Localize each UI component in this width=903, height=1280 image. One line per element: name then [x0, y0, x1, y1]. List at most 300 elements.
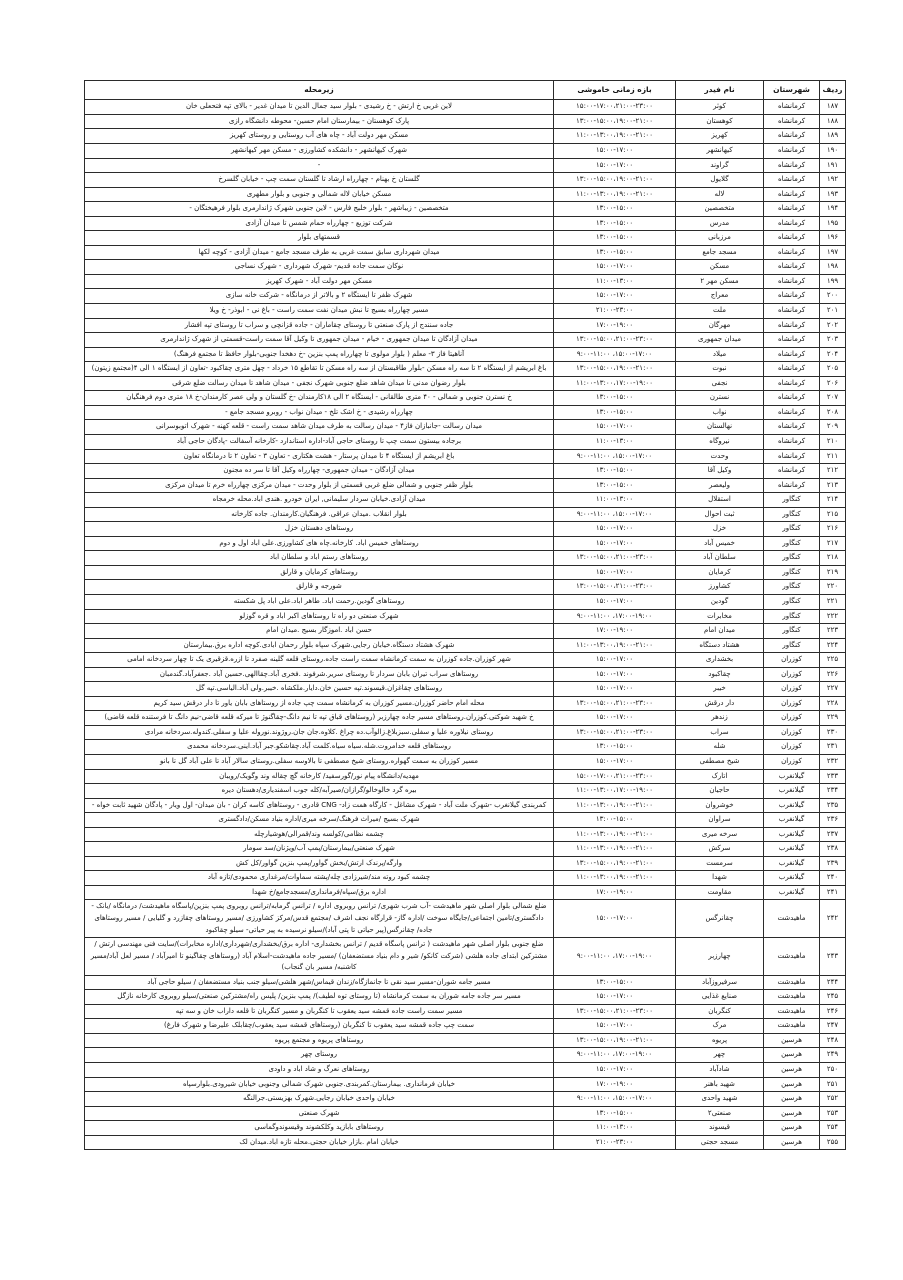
cell-n: ۲۲۸: [820, 696, 846, 711]
cell-area: خیابان فرمانداری. بیمارستان.کمربندی.جنوبی شهرک شمالی وجنوبی خیابان شیرودی.بلوارسپاه: [85, 1077, 554, 1092]
cell-area: ضلع جنوبی بلوار اصلی شهر ماهیدشت ( ترانس پاسگاه قدیم / ترانس بخشداری- اداره برق/بخشداری/شهرداری/اداره مخابرات)/سایت فنی مهندسی ارتش / مشترکین ابتدای جاده هلشی (شرکت کانکو/ شیر و دام بنیاد مستضعفان) /مسیر جاده ماهیدشت-اسلام آباد (روستاهای چقاگینو تا امیرآباد / مسیر لعل آباد/مسیر کاشنبه/ مسیر بان گنجاب): [85, 938, 554, 976]
header-sub-neighborhood: زیرمحله: [85, 81, 554, 100]
cell-feeder: نسترن: [676, 391, 764, 406]
cell-n: ۲۴۹: [820, 1048, 846, 1063]
table-row: [85, 289, 846, 304]
cell-time: ۹:۰۰-۱۱:۰۰ ،۱۵:۰۰-۱۷:۰۰: [554, 449, 676, 464]
header-row: [85, 81, 846, 100]
cell-n: ۲۱۶: [820, 522, 846, 537]
cell-n: ۲۳۰: [820, 725, 846, 740]
cell-n: ۲۳۶: [820, 813, 846, 828]
cell-time: ۱۱:۰۰-۱۳:۰۰،۱۹:۰۰-۲۱:۰۰: [554, 827, 676, 842]
cell-time: ۱۱:۰۰-۱۳:۰۰: [554, 434, 676, 449]
table-row: [85, 900, 846, 938]
cell-time: ۱۳:۰۰-۱۵:۰۰،۱۹:۰۰-۲۱:۰۰: [554, 856, 676, 871]
cell-time: ۱۱:۰۰-۱۳:۰۰،۱۷:۰۰-۱۹:۰۰: [554, 784, 676, 799]
cell-n: ۲۰۱: [820, 304, 846, 319]
table-row: [85, 391, 846, 406]
cell-feeder: میدان جمهوری: [676, 333, 764, 348]
cell-feeder: نواب: [676, 405, 764, 420]
cell-n: ۱۹۰: [820, 144, 846, 159]
cell-n: ۲۴۳: [820, 938, 846, 976]
cell-feeder: مرزبانی: [676, 231, 764, 246]
cell-n: ۱۹۸: [820, 260, 846, 275]
cell-county: کرمانشاه: [764, 144, 820, 159]
document-sheet: [84, 80, 846, 1150]
cell-county: هرسین: [764, 1077, 820, 1092]
cell-n: ۲۴۲: [820, 900, 846, 938]
cell-n: ۲۲۲: [820, 609, 846, 624]
cell-feeder: شهدا: [676, 871, 764, 886]
table-row: [85, 827, 846, 842]
cell-time: ۱۳:۰۰-۱۵:۰۰: [554, 464, 676, 479]
header-outage-time: بازه زمانی خاموشی: [554, 81, 676, 100]
cell-feeder: بخشداری: [676, 653, 764, 668]
cell-county: کوزران: [764, 667, 820, 682]
table-row: [85, 231, 846, 246]
cell-n: ۲۲۳: [820, 624, 846, 639]
cell-time: ۱۵:۰۰-۱۷:۰۰: [554, 754, 676, 769]
cell-area: روستاهای گودین.رحمت اباد. طاهر اباد.علی اباد پل شکسته: [85, 594, 554, 609]
cell-feeder: متخصصین: [676, 202, 764, 217]
cell-feeder: مهرگان: [676, 318, 764, 333]
cell-time: ۱۱:۰۰-۱۳:۰۰: [554, 1121, 676, 1136]
cell-county: کرمانشاه: [764, 274, 820, 289]
cell-n: ۲۳۳: [820, 769, 846, 784]
cell-county: کنگاور: [764, 536, 820, 551]
table-row: [85, 478, 846, 493]
table-row: [85, 274, 846, 289]
table-row: [85, 798, 846, 813]
cell-feeder: مسجد جامع: [676, 245, 764, 260]
cell-county: گیلانغرب: [764, 769, 820, 784]
cell-county: کنگاور: [764, 551, 820, 566]
cell-feeder: چهر: [676, 1048, 764, 1063]
cell-area: مسکن مهر دولت آباد - شهرک کهریز: [85, 274, 554, 289]
cell-feeder: خمیس آباد: [676, 536, 764, 551]
table-row: [85, 725, 846, 740]
cell-area: روستای چهر: [85, 1048, 554, 1063]
cell-time: ۱۳:۰۰-۱۵:۰۰،۲۱:۰۰-۲۳:۰۰: [554, 725, 676, 740]
cell-time: ۱۷:۰۰-۱۹:۰۰: [554, 318, 676, 333]
cell-n: ۱۸۹: [820, 129, 846, 144]
cell-feeder: شهید واحدی: [676, 1092, 764, 1107]
cell-feeder: معراج: [676, 289, 764, 304]
cell-area: روستاهای سراب تیران بابان سردار تا روستای سریر.شرفوند .فخری آباد.چقاالهی.حسین آباد .جعفرآباد.گندمبان: [85, 667, 554, 682]
cell-feeder: صنایع غذایی: [676, 990, 764, 1005]
cell-time: ۱۵:۰۰-۱۷:۰۰: [554, 158, 676, 173]
table-row: [85, 565, 846, 580]
cell-time: ۱۵:۰۰-۱۷:۰۰: [554, 667, 676, 682]
cell-feeder: مدرس: [676, 216, 764, 231]
cell-county: کرمانشاه: [764, 347, 820, 362]
cell-feeder: کوهستان: [676, 114, 764, 129]
table-row: [85, 173, 846, 188]
cell-time: ۱۳:۰۰-۱۵:۰۰: [554, 216, 676, 231]
header-row-number: ردیف: [820, 81, 846, 100]
cell-feeder: میدان امام: [676, 624, 764, 639]
cell-county: کرمانشاه: [764, 362, 820, 377]
cell-area: محله امام حاضر کوزران.مسیر کوزران به کرمانشاه سمت چپ جاده از روستاهای بابان یاور تا دار درقش سید کریم: [85, 696, 554, 711]
cell-area: شرکت توزیع - چهارراه حمام شمس تا میدان آزادی: [85, 216, 554, 231]
cell-county: گیلانغرب: [764, 784, 820, 799]
cell-area: -: [85, 158, 554, 173]
cell-feeder: هشتاد دستگاه: [676, 638, 764, 653]
cell-county: گیلانغرب: [764, 827, 820, 842]
cell-county: هرسین: [764, 1063, 820, 1078]
cell-time: ۱۳:۰۰-۱۵:۰۰،۱۹:۰۰-۲۱:۰۰: [554, 1033, 676, 1048]
cell-time: ۹:۰۰-۱۱:۰۰ ،۱۵:۰۰-۱۷:۰۰: [554, 347, 676, 362]
cell-n: ۲۵۱: [820, 1077, 846, 1092]
cell-county: هرسین: [764, 1106, 820, 1121]
cell-feeder: نیروگاه: [676, 434, 764, 449]
cell-county: کوزران: [764, 754, 820, 769]
cell-time: ۱۵:۰۰-۱۷:۰۰: [554, 900, 676, 938]
cell-county: کنگاور: [764, 609, 820, 624]
cell-n: ۲۰۴: [820, 347, 846, 362]
cell-n: ۲۴۴: [820, 975, 846, 990]
cell-feeder: چهارزبر: [676, 938, 764, 976]
cell-county: هرسین: [764, 1121, 820, 1136]
cell-county: کرمانشاه: [764, 114, 820, 129]
cell-area: مسیر جامه شوران-مسیر سید نقی تا جانمازگاه/زندان قیماس/شهر هلشی/سیلو جنب بنیاد مستضعفان / سیلو حاجی آباد: [85, 975, 554, 990]
cell-county: هرسین: [764, 1135, 820, 1150]
cell-n: ۲۲۱: [820, 594, 846, 609]
table-row: [85, 1004, 846, 1019]
cell-n: ۲۱۳: [820, 478, 846, 493]
cell-n: ۲۰۷: [820, 391, 846, 406]
table-row: [85, 638, 846, 653]
table-row: [85, 187, 846, 202]
cell-n: ۱۹۷: [820, 245, 846, 260]
table-row: [85, 449, 846, 464]
cell-time: ۱۵:۰۰-۱۷:۰۰: [554, 420, 676, 435]
table-row: [85, 740, 846, 755]
cell-time: ۱۱:۰۰-۱۳:۰۰،۱۹:۰۰-۲۱:۰۰: [554, 187, 676, 202]
cell-feeder: استقلال: [676, 493, 764, 508]
cell-feeder: کشاورز: [676, 580, 764, 595]
cell-area: جاده سنندج از پارک صنعتی تا روستای چقاماران - جاده قزانچی و سراب تا روستای تپه افشار: [85, 318, 554, 333]
cell-area: شهرک ظفر تا ایستگاه ۲ و بالاتر از درمانگاه - شرکت خانه سازی: [85, 289, 554, 304]
cell-feeder: شیخ مصطفی: [676, 754, 764, 769]
cell-county: کرمانشاه: [764, 318, 820, 333]
cell-time: ۱۳:۰۰-۱۵:۰۰،۲۱:۰۰-۲۳:۰۰: [554, 333, 676, 348]
table-row: [85, 202, 846, 217]
cell-county: ماهیدشت: [764, 975, 820, 990]
cell-area: باغ ابریشم از ایستگاه ۴ تا میدان پرستار - هشت هکتاری - تعاون ۳ - تعاون ۲ تا درمانگاه تعاون: [85, 449, 554, 464]
cell-n: ۲۲۰: [820, 580, 846, 595]
cell-feeder: زندهر: [676, 711, 764, 726]
cell-area: کمربندی گیلانغرب -شهرک ملت آباد - شهرک مشاغل - کارگاه همت زاد- CNG قادری - روستاهای کاسه کران - بان میدان- اول ویار - پادگان شهید ثابت خواه -: [85, 798, 554, 813]
cell-county: کرمانشاه: [764, 245, 820, 260]
cell-county: گیلانغرب: [764, 871, 820, 886]
table-row: [85, 871, 846, 886]
cell-county: کرمانشاه: [764, 202, 820, 217]
cell-n: ۲۵۲: [820, 1092, 846, 1107]
cell-n: ۲۱۰: [820, 434, 846, 449]
table-row: [85, 493, 846, 508]
cell-time: ۱۵:۰۰-۱۷:۰۰: [554, 260, 676, 275]
cell-n: ۱۹۲: [820, 173, 846, 188]
cell-n: ۲۳۲: [820, 754, 846, 769]
table-body: [85, 100, 846, 1150]
cell-feeder: ملت: [676, 304, 764, 319]
cell-time: ۱۵:۰۰-۱۷:۰۰: [554, 289, 676, 304]
table-row: [85, 405, 846, 420]
cell-area: بلوار رضوان مدنی تا میدان شاهد ضلع جنوبی شهرک نجفی - میدان شاهد تا میدان رسالت ضلع شرقی: [85, 376, 554, 391]
cell-area: قسمتهای بلوار: [85, 231, 554, 246]
cell-time: ۱۵:۰۰-۱۷:۰۰: [554, 1063, 676, 1078]
table-row: [85, 682, 846, 697]
cell-time: ۱۳:۰۰-۱۵:۰۰: [554, 975, 676, 990]
table-row: [85, 114, 846, 129]
cell-feeder: کوثر: [676, 100, 764, 115]
cell-n: ۱۸۷: [820, 100, 846, 115]
cell-time: ۹:۰۰-۱۱:۰۰ ،۱۷:۰۰-۱۹:۰۰: [554, 609, 676, 624]
cell-feeder: کرمایان: [676, 565, 764, 580]
cell-feeder: مخابرات: [676, 609, 764, 624]
cell-area: مهدیه/دانشگاه پیام نور/گورسفید/ کارخانه گچ چقاله وند وگویک/رویبان: [85, 769, 554, 784]
cell-area: روستاهای بابازید وکلکشوند وقیسوندوگماسی: [85, 1121, 554, 1136]
table-row: [85, 507, 846, 522]
cell-n: ۲۲۶: [820, 667, 846, 682]
cell-time: ۱۵:۰۰-۱۷:۰۰،۲۱:۰۰-۲۳:۰۰: [554, 100, 676, 115]
cell-county: کرمانشاه: [764, 478, 820, 493]
cell-feeder: دار درقش: [676, 696, 764, 711]
cell-area: میدان آزادی.خیابان سردار سلیمانی, ایران خودرو .هندی اباد.محله خرمجاه: [85, 493, 554, 508]
cell-n: ۲۳۱: [820, 740, 846, 755]
header-county: شهرستان: [764, 81, 820, 100]
outage-schedule-table: [84, 80, 846, 1150]
cell-area: بلوار انقلاب .میدان عراقی. فرهنگیان.کارمندان. جاده کارخانه: [85, 507, 554, 522]
cell-n: ۲۱۱: [820, 449, 846, 464]
cell-feeder: پریوه: [676, 1033, 764, 1048]
cell-county: کرمانشاه: [764, 391, 820, 406]
table-row: [85, 333, 846, 348]
table-row: [85, 129, 846, 144]
cell-county: گیلانغرب: [764, 856, 820, 871]
cell-time: ۱۳:۰۰-۱۵:۰۰،۲۱:۰۰-۲۳:۰۰: [554, 551, 676, 566]
table-row: [85, 842, 846, 857]
table-row: [85, 856, 846, 871]
cell-time: ۲۱:۰۰-۲۳:۰۰: [554, 1135, 676, 1150]
table-row: [85, 609, 846, 624]
cell-time: ۱۳:۰۰-۱۵:۰۰: [554, 391, 676, 406]
cell-feeder: نجفی: [676, 376, 764, 391]
cell-n: ۲۱۹: [820, 565, 846, 580]
cell-time: ۹:۰۰-۱۱:۰۰ ،۱۵:۰۰-۱۷:۰۰: [554, 1092, 676, 1107]
cell-time: ۱۳:۰۰-۱۵:۰۰،۱۹:۰۰-۲۱:۰۰: [554, 114, 676, 129]
cell-n: ۲۰۲: [820, 318, 846, 333]
cell-county: هرسین: [764, 1048, 820, 1063]
cell-time: ۲۱:۰۰-۲۳:۰۰: [554, 304, 676, 319]
cell-feeder: وحدت: [676, 449, 764, 464]
cell-area: مسیر کوزران به سمت گهواره.روستای شیخ مصطفی تا بالاوسه سفلی.روستای سالار آباد تا علی آباد گل تا بانو: [85, 754, 554, 769]
cell-county: کرمانشاه: [764, 260, 820, 275]
cell-feeder: سرکش: [676, 842, 764, 857]
cell-county: کنگاور: [764, 522, 820, 537]
cell-area: روستاهای رستم اباد و سلطان اباد: [85, 551, 554, 566]
cell-area: خ شهید شوکتی.کوزران.روستاهای مسیر جاده چهارزبر (روستاهای قباق تپه تا نیم دانگ-چقاگنوژ تا میرکه قلعه قاضی-نیم دانگ تا فرستنده قلعه قاضی): [85, 711, 554, 726]
cell-n: ۲۲۹: [820, 711, 846, 726]
cell-area: باغ ابریشم از ایستگاه ۲ تا سه راه مسکن -بلوار طاقبستان از سه راه مسکن تا تقاطع ۱۵ خرداد - چهل متری چقاکبود -تعاون از ایستگاه ۱ الی ۴(مجتمع زیتون): [85, 362, 554, 377]
cell-county: کرمانشاه: [764, 464, 820, 479]
cell-feeder: اتارک: [676, 769, 764, 784]
cell-feeder: سلطان آباد: [676, 551, 764, 566]
cell-county: کنگاور: [764, 565, 820, 580]
cell-area: شهرک صنعتی: [85, 1106, 554, 1121]
cell-feeder: کیهانشهر: [676, 144, 764, 159]
cell-time: ۱۵:۰۰-۱۷:۰۰: [554, 682, 676, 697]
cell-feeder: صنعتی۲: [676, 1106, 764, 1121]
cell-feeder: نهالستان: [676, 420, 764, 435]
cell-n: ۲۰۵: [820, 362, 846, 377]
cell-area: ضلع شمالی بلوار اصلی شهر ماهیدشت -آب شرب شهری/ ترانس روبروی اداره / ترانس گرمابه/ترانس روبروی پمپ بنزین/پاسگاه ماهیدشت/ درمانگاه /بانک - دادگستری/تامین اجتماعی/جایگاه سوخت /اداره گاز- قرارگاه نجف اشرف /مجتمع قدس/مرکز کشاورزی /مسیر روستاهای چقازرد و گلیایی / مسیر روستاهای جاده/ چقانرگس(پیر حیاتی تا پتی آباد)/سیلو نرسیده به پیر حیاتی- سیلو چقاکبود: [85, 900, 554, 938]
cell-area: شهرک بسیج /میراث فرهنگ/سرخه میری/اداره بنیاد مسکن/دادگستری: [85, 813, 554, 828]
table-row: [85, 216, 846, 231]
cell-feeder: مسجد حجتی: [676, 1135, 764, 1150]
cell-time: ۱۱:۰۰-۱۳:۰۰،۱۹:۰۰-۲۱:۰۰: [554, 129, 676, 144]
cell-n: ۱۹۵: [820, 216, 846, 231]
cell-feeder: شله: [676, 740, 764, 755]
table-row: [85, 1135, 846, 1150]
cell-county: کرمانشاه: [764, 376, 820, 391]
cell-time: ۱۳:۰۰-۱۵:۰۰: [554, 202, 676, 217]
table-row: [85, 434, 846, 449]
table-row: [85, 594, 846, 609]
cell-time: ۱۳:۰۰-۱۵:۰۰،۲۱:۰۰-۲۳:۰۰: [554, 696, 676, 711]
cell-county: کنگاور: [764, 493, 820, 508]
cell-time: ۱۵:۰۰-۱۷:۰۰: [554, 522, 676, 537]
cell-time: ۱۵:۰۰-۱۷:۰۰: [554, 565, 676, 580]
table-row: [85, 784, 846, 799]
cell-feeder: خوشروان: [676, 798, 764, 813]
cell-feeder: ثبت احوال: [676, 507, 764, 522]
table-row: [85, 304, 846, 319]
cell-feeder: قیسوند: [676, 1121, 764, 1136]
cell-area: لاین غربی خ ارتش - خ رشیدی - بلوار سید جمال الدین تا میدان غدیر - بالای تپه فتحعلی خان: [85, 100, 554, 115]
cell-n: ۲۱۴: [820, 493, 846, 508]
cell-n: ۲۰۹: [820, 420, 846, 435]
cell-county: هرسین: [764, 1092, 820, 1107]
cell-county: کرمانشاه: [764, 405, 820, 420]
cell-n: ۲۱۷: [820, 536, 846, 551]
cell-time: ۱۳:۰۰-۱۵:۰۰،۱۹:۰۰-۲۱:۰۰: [554, 173, 676, 188]
cell-time: ۱۱:۰۰-۱۳:۰۰،۱۷:۰۰-۱۹:۰۰: [554, 376, 676, 391]
table-row: [85, 376, 846, 391]
cell-county: کنگاور: [764, 580, 820, 595]
cell-feeder: چقاکبود: [676, 667, 764, 682]
cell-county: کرمانشاه: [764, 187, 820, 202]
cell-time: ۱۳:۰۰-۱۵:۰۰: [554, 245, 676, 260]
cell-n: ۲۵۵: [820, 1135, 846, 1150]
cell-time: ۱۳:۰۰-۱۵:۰۰: [554, 231, 676, 246]
cell-county: کنگاور: [764, 594, 820, 609]
cell-feeder: کهریز: [676, 129, 764, 144]
cell-area: اداره برق/سپاه/فرمانداری/مسجدجامع/خ شهدا: [85, 885, 554, 900]
cell-n: ۱۸۸: [820, 114, 846, 129]
cell-feeder: سرفیروزآباد: [676, 975, 764, 990]
cell-county: کوزران: [764, 711, 820, 726]
cell-area: بیره گرد خالوخالو/گرازان/صیرآبه/کله جوب اسفندیاری/دهستان دیره: [85, 784, 554, 799]
cell-time: ۱۳:۰۰-۱۵:۰۰: [554, 478, 676, 493]
cell-n: ۲۴۷: [820, 1019, 846, 1034]
cell-time: ۱۳:۰۰-۱۵:۰۰،۲۱:۰۰-۲۳:۰۰: [554, 580, 676, 595]
cell-area: روستاهای قلعه خدامروت.شله.سیاه سیاه.کلمت آباد.چقاشکو.جبر آباد.اینی.سردخانه محمدی: [85, 740, 554, 755]
table-row: [85, 522, 846, 537]
cell-n: ۲۴۵: [820, 990, 846, 1005]
cell-time: ۹:۰۰-۱۱:۰۰ ،۱۷:۰۰-۱۹:۰۰: [554, 1048, 676, 1063]
table-row: [85, 1092, 846, 1107]
cell-county: کرمانشاه: [764, 173, 820, 188]
cell-area: نوکان سمت جاده قدیم- شهرک شهرداری - شهرک نساجی: [85, 260, 554, 275]
cell-area: شهرک صنعتی/بیمارستان/پمپ آب/ویژنان/سد سومار: [85, 842, 554, 857]
cell-n: ۱۹۱: [820, 158, 846, 173]
cell-time: ۱۱:۰۰-۱۳:۰۰: [554, 493, 676, 508]
cell-area: مسیر سمت راست جاده قمشه سید یعقوب تا کنگربان و مسیر کنگربان تا قلعه داراب خان و سه تپه: [85, 1004, 554, 1019]
cell-area: خیابان امام .بازار خیابان حجتی.محله تازه اباد.میدان لک: [85, 1135, 554, 1150]
cell-n: ۲۰۰: [820, 289, 846, 304]
table-row: [85, 696, 846, 711]
cell-feeder: مسکن مهر ۲: [676, 274, 764, 289]
cell-county: ماهیدشت: [764, 1004, 820, 1019]
cell-area: شهرک صنعتی دو راه تا روستاهای اکبر اباد و قره گوزلو: [85, 609, 554, 624]
cell-n: ۱۹۴: [820, 202, 846, 217]
table-row: [85, 813, 846, 828]
cell-county: کرمانشاه: [764, 158, 820, 173]
cell-n: ۲۰۳: [820, 333, 846, 348]
cell-area: روستاهای نعرگ و شاد اباد و داودی: [85, 1063, 554, 1078]
cell-time: ۹:۰۰-۱۱:۰۰ ،۱۵:۰۰-۱۷:۰۰: [554, 507, 676, 522]
cell-area: روستاهای کرمایان و قارلق: [85, 565, 554, 580]
cell-time: ۱۵:۰۰-۱۷:۰۰،۲۱:۰۰-۲۳:۰۰: [554, 769, 676, 784]
table-row: [85, 318, 846, 333]
cell-n: ۲۵۳: [820, 1106, 846, 1121]
cell-feeder: حاجیان: [676, 784, 764, 799]
cell-time: ۱۵:۰۰-۱۷:۰۰: [554, 653, 676, 668]
header-feeder: نام فیدر: [676, 81, 764, 100]
cell-feeder: مرک: [676, 1019, 764, 1034]
cell-county: کرمانشاه: [764, 420, 820, 435]
cell-n: ۲۲۷: [820, 682, 846, 697]
table-row: [85, 347, 846, 362]
cell-county: کوزران: [764, 653, 820, 668]
cell-feeder: کنگربان: [676, 1004, 764, 1019]
cell-n: ۱۹۹: [820, 274, 846, 289]
cell-area: چشمه کبود روته مند/شیرزادی چله/پشته سماوات/مرغداری محمودی/تازه آباد: [85, 871, 554, 886]
cell-area: میدان شهرداری سابق سمت غربی به طرف مسجد جامع - میدان آزادی - کوچه لکها: [85, 245, 554, 260]
cell-county: گیلانغرب: [764, 798, 820, 813]
cell-feeder: گراوند: [676, 158, 764, 173]
cell-n: ۱۹۳: [820, 187, 846, 202]
cell-time: ۱۵:۰۰-۱۷:۰۰: [554, 990, 676, 1005]
table-row: [85, 536, 846, 551]
cell-time: ۱۱:۰۰-۱۳:۰۰،۱۹:۰۰-۲۱:۰۰: [554, 871, 676, 886]
cell-time: ۱۵:۰۰-۱۷:۰۰: [554, 594, 676, 609]
cell-county: کنگاور: [764, 624, 820, 639]
cell-county: کوزران: [764, 696, 820, 711]
table-row: [85, 754, 846, 769]
cell-feeder: چقانرگس: [676, 900, 764, 938]
table-row: [85, 1121, 846, 1136]
cell-feeder: گلایول: [676, 173, 764, 188]
cell-feeder: ولیعصر: [676, 478, 764, 493]
cell-area: خ نسترن جنوبی و شمالی - ۴۰ متری طالقانی - ایستگاه ۲ الی ۱۸کارمندان -خ گلستان و ولی عصر کارمندان-خ ۱۸ متری دوم فرهنگیان: [85, 391, 554, 406]
cell-area: متخصصین - زیباشهر - بلوار خلیج فارس - لاین جنوبی شهرک ژاندارمری بلوار فرهیختگان -: [85, 202, 554, 217]
cell-county: کرمانشاه: [764, 129, 820, 144]
cell-time: ۱۱:۰۰-۱۳:۰۰،۱۹:۰۰-۲۱:۰۰: [554, 638, 676, 653]
table-row: [85, 362, 846, 377]
